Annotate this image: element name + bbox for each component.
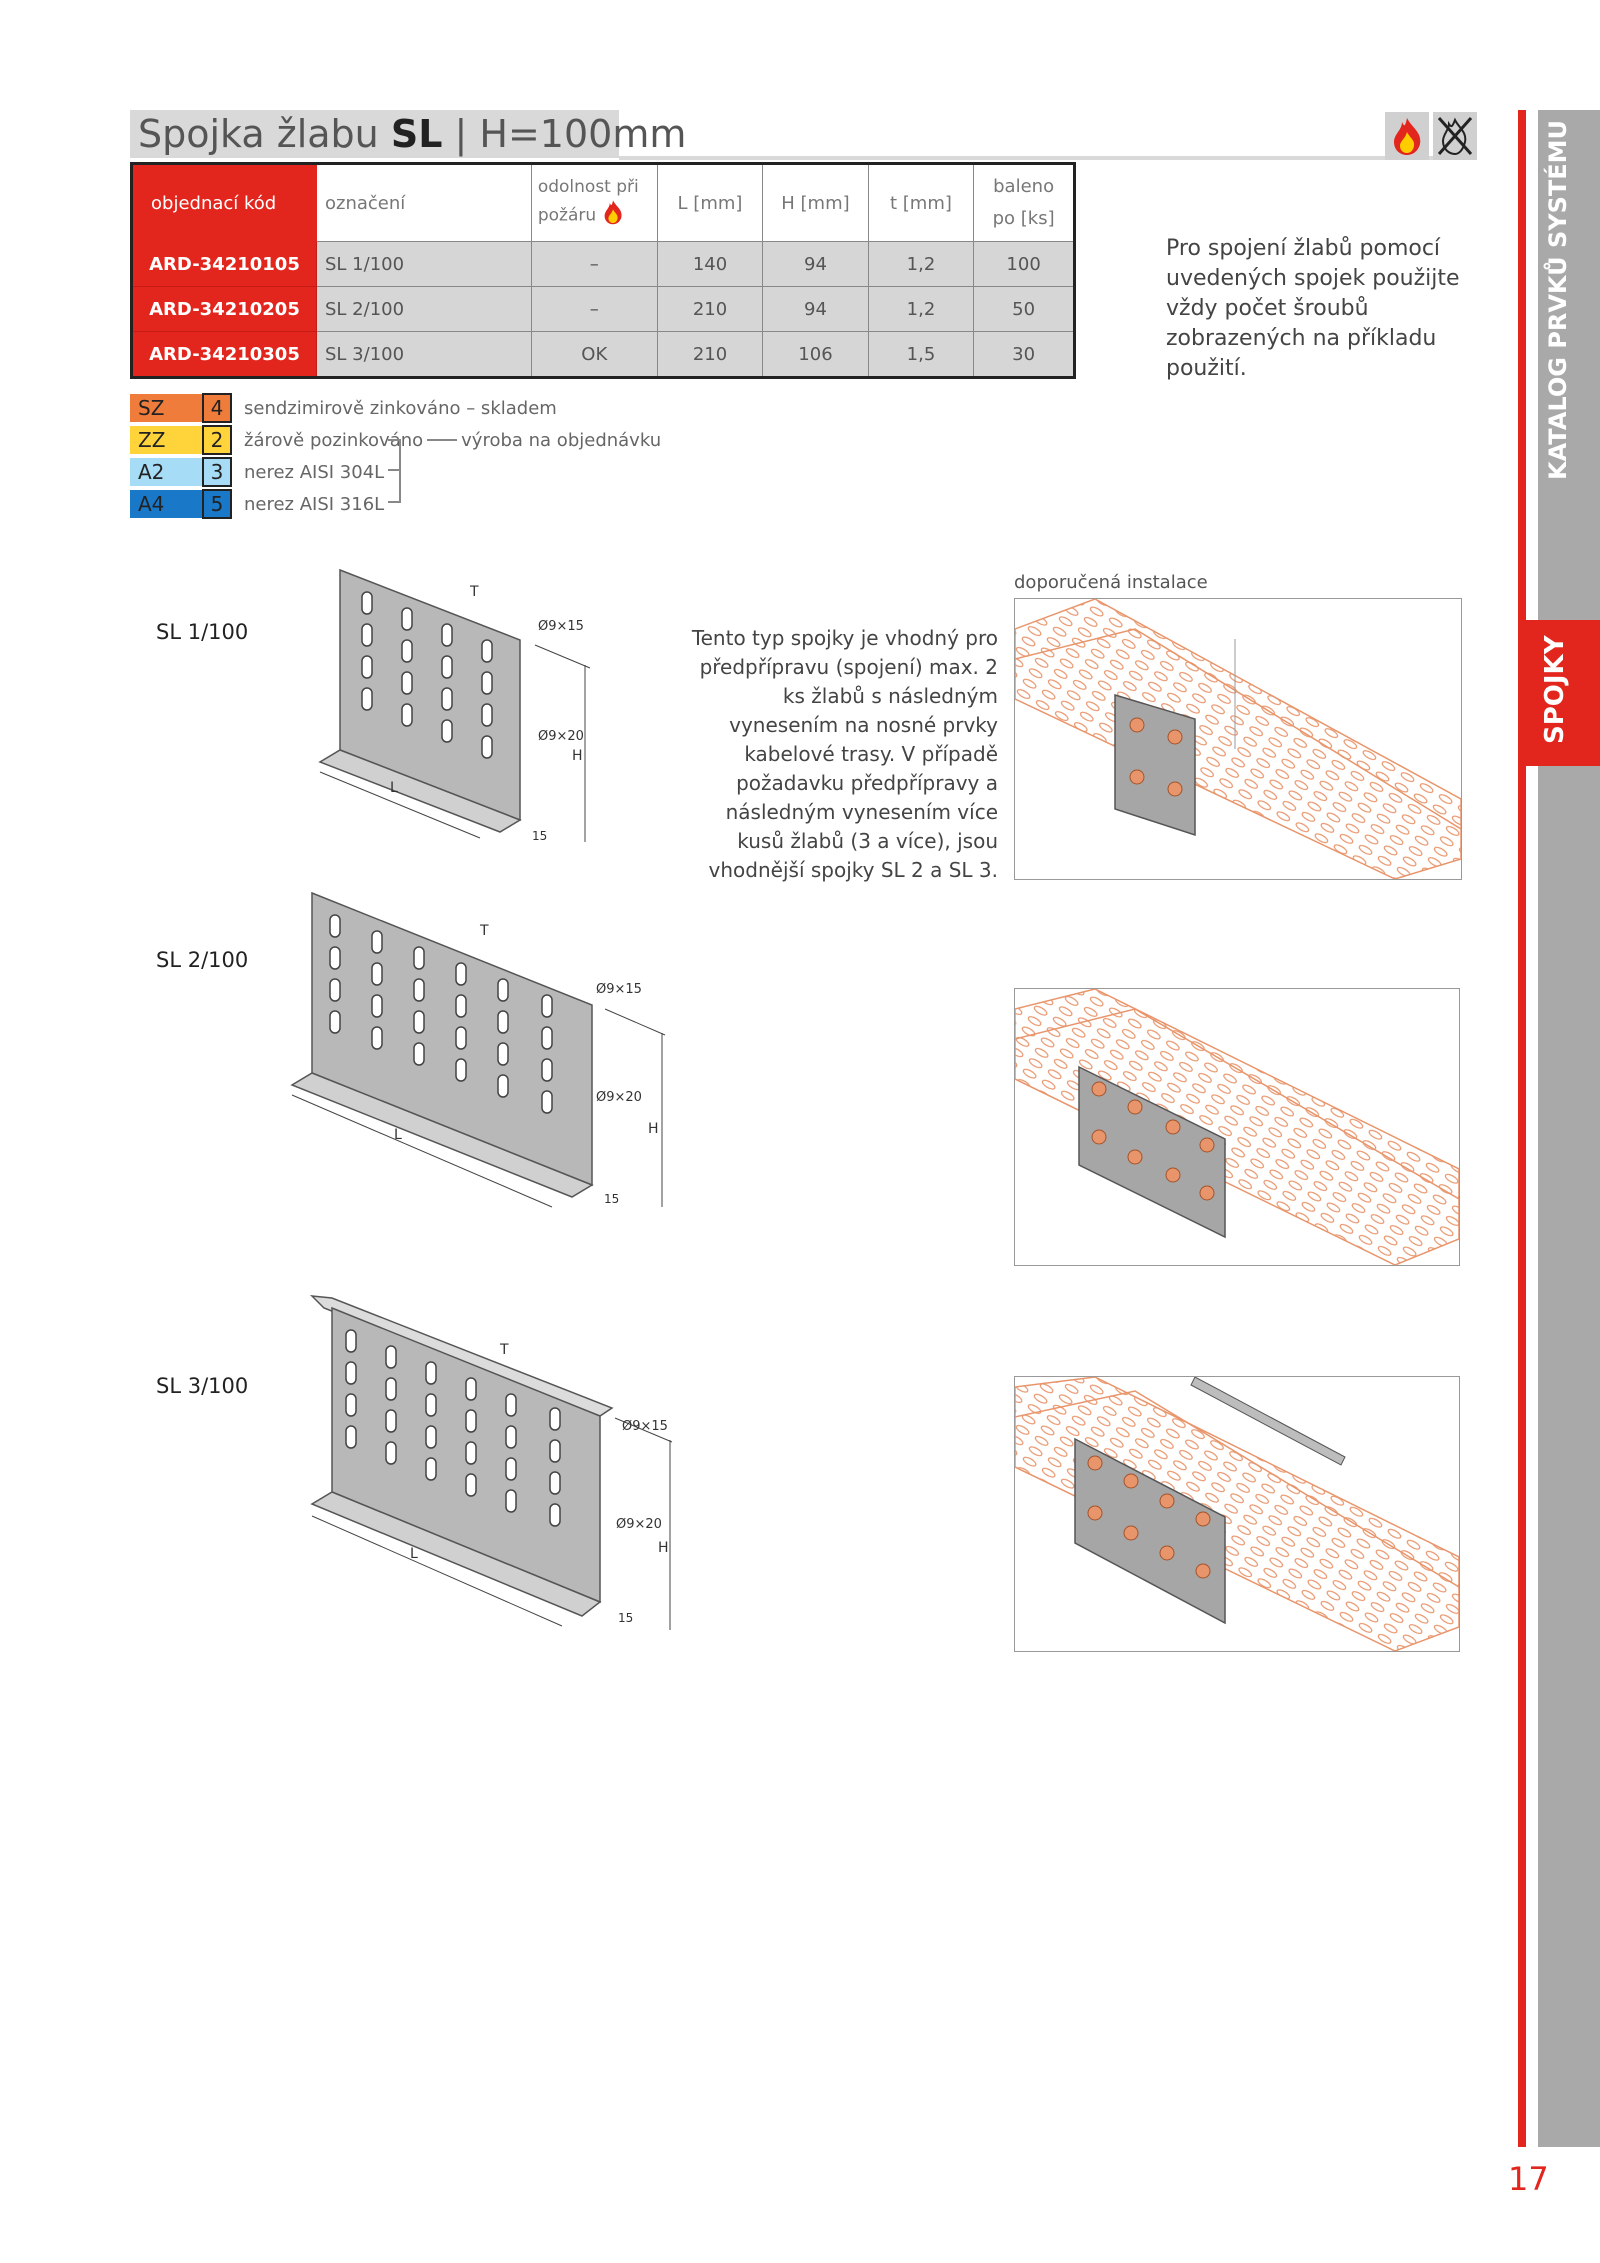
side-accent-line	[1518, 110, 1526, 2147]
title-prefix: Spojka žlabu	[138, 112, 391, 156]
legend-text: žárově pozinkováno	[244, 429, 424, 451]
product-label-sl1: SL 1/100	[156, 620, 249, 644]
catalog-vertical-label: KATALOG PRVKŮ SYSTÉMU	[1544, 119, 1572, 480]
spec-table	[130, 162, 1076, 379]
sl1-slot1-label: Ø9×15	[538, 619, 584, 634]
sl2-drawing	[290, 885, 690, 1215]
install-sl3-illustration	[1015, 1377, 1459, 1651]
table-row	[132, 332, 1075, 378]
product-label-sl3: SL 3/100	[156, 1374, 249, 1398]
row-H: 94	[763, 287, 868, 332]
row-L: 210	[657, 332, 762, 378]
sl2-slot1-label: Ø9×15	[596, 982, 642, 997]
sl2-slot2-label: Ø9×20	[596, 1090, 642, 1105]
sl1-slot2-label: Ø9×20	[538, 729, 584, 744]
page-number: 17	[1508, 2160, 1549, 2198]
side-note: Pro spojení žlabů pomocí uvedených spojek použijte vždy počet šroubů zobrazených na příkladu použití.	[1166, 236, 1460, 381]
header-pack: baleno po [ks]	[974, 164, 1075, 242]
install-label: doporučená instalace	[1014, 572, 1208, 593]
header-t: t [mm]	[868, 164, 973, 242]
sl2-T-label: T	[480, 923, 489, 939]
row-code: ARD-34210105	[132, 242, 317, 287]
row-H: 106	[763, 332, 868, 378]
legend-text: nerez AISI 316L	[244, 493, 385, 515]
section-vertical-label: SPOJKY	[1540, 635, 1570, 745]
header-fire: odolnost při požáru	[531, 164, 657, 242]
fire-small-icon	[602, 199, 624, 232]
sl3-slot1-label: Ø9×15	[622, 1419, 668, 1434]
row-t: 1,5	[868, 332, 973, 378]
legend-num: 5	[202, 489, 232, 519]
legend-code: A4	[130, 490, 202, 518]
table-row	[132, 242, 1075, 287]
sl3-L-label: L	[410, 1546, 418, 1562]
sl3-H-label: H	[658, 1540, 669, 1556]
row-t: 1,2	[868, 287, 973, 332]
legend-item-sz	[130, 392, 661, 424]
legend-code: SZ	[130, 394, 202, 422]
header-H: H [mm]	[763, 164, 868, 242]
sl1-T-label: T	[470, 584, 479, 600]
sl1-L-label: L	[390, 780, 398, 796]
legend-connector	[427, 439, 457, 441]
table-header-row	[132, 164, 1075, 242]
row-fire: –	[531, 242, 657, 287]
sl3-T-label: T	[500, 1342, 509, 1358]
row-name: SL 1/100	[317, 242, 532, 287]
row-L: 210	[657, 287, 762, 332]
legend-num: 4	[202, 393, 232, 423]
sl3-drawing	[300, 1290, 700, 1660]
row-t: 1,2	[868, 242, 973, 287]
row-name: SL 3/100	[317, 332, 532, 378]
sl3-15-label: 15	[618, 1611, 634, 1625]
row-name: SL 2/100	[317, 287, 532, 332]
page-title	[130, 110, 687, 158]
row-L: 140	[657, 242, 762, 287]
title-bold: SL	[390, 112, 443, 156]
row-fire: OK	[531, 332, 657, 378]
sl3-slot2-label: Ø9×20	[616, 1517, 662, 1532]
fire-icon	[1385, 112, 1429, 160]
title-icons	[1385, 112, 1477, 160]
sl1-drawing	[310, 560, 630, 860]
row-pack: 50	[974, 287, 1075, 332]
sl1-15-label: 15	[532, 829, 548, 843]
install-image-sl1	[1014, 598, 1462, 880]
install-sl2-illustration	[1015, 989, 1459, 1265]
header-name: označení	[317, 164, 532, 242]
product-label-sl2: SL 2/100	[156, 948, 249, 972]
legend-num: 3	[202, 457, 232, 487]
row-fire: –	[531, 287, 657, 332]
sl2-15-label: 15	[604, 1192, 620, 1206]
row-pack: 30	[974, 332, 1075, 378]
no-fire-icon	[1433, 112, 1477, 160]
sl1-H-label: H	[572, 748, 583, 764]
title-suffix: | H=100mm	[442, 112, 687, 156]
title-underline	[619, 156, 1439, 160]
table-row	[132, 287, 1075, 332]
legend-text: sendzimirově zinkováno – skladem	[244, 397, 557, 419]
sl2-H-label: H	[648, 1121, 659, 1137]
legend-num: 2	[202, 425, 232, 455]
header-L: L [mm]	[657, 164, 762, 242]
install-image-sl3	[1014, 1376, 1460, 1652]
product-description: Tento typ spojky je vhodný pro předpřípravu (spojení) max. 2 ks žlabů s následným vynesením na nosné prvky kabelové trasy. V případě požadavku předpřípravy a následným vynesením více kusů žlabů (3 a více), jsou vhodnější spojky SL 2 a SL 3.	[691, 626, 998, 882]
legend-text: nerez AISI 304L	[244, 461, 385, 483]
legend-bracket	[380, 430, 410, 510]
legend-note: výroba na objednávku	[461, 429, 662, 451]
install-sl1-illustration	[1015, 599, 1461, 879]
row-code: ARD-34210205	[132, 287, 317, 332]
row-pack: 100	[974, 242, 1075, 287]
sl2-L-label: L	[394, 1127, 402, 1143]
row-code: ARD-34210305	[132, 332, 317, 378]
legend-code: A2	[130, 458, 202, 486]
install-image-sl2	[1014, 988, 1460, 1266]
row-H: 94	[763, 242, 868, 287]
header-code: objednací kód	[132, 164, 317, 242]
legend-code: ZZ	[130, 426, 202, 454]
